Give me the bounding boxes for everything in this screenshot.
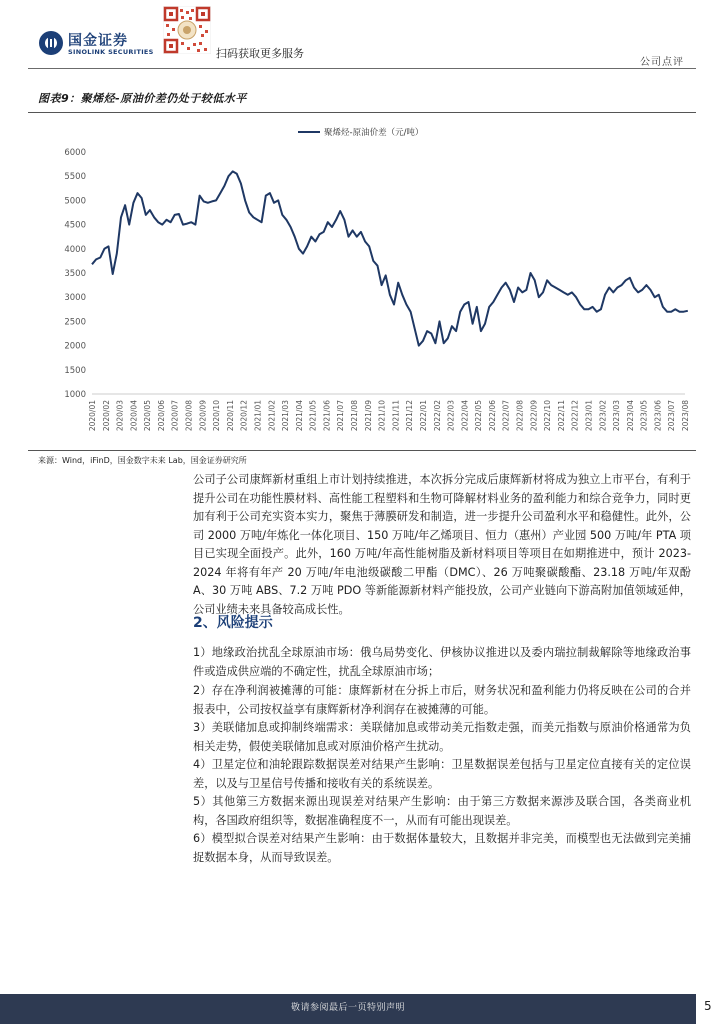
y-tick-label: 1500 xyxy=(64,365,86,376)
page-number: 5 xyxy=(704,999,712,1013)
x-tick-label: 2022/03 xyxy=(446,400,456,432)
y-tick-label: 2000 xyxy=(64,341,86,352)
x-axis xyxy=(88,394,690,431)
x-tick-label: 2022/12 xyxy=(570,400,580,432)
x-tick-label: 2022/07 xyxy=(501,400,511,432)
footer-disclaimer-link[interactable]: 敬请参阅最后一页特别声明 xyxy=(290,1003,405,1013)
x-tick-label: 2020/08 xyxy=(184,400,194,432)
x-tick-label: 2023/01 xyxy=(584,400,594,432)
logo-chinese-name: 国金证券 xyxy=(68,33,128,49)
figure-bottom-rule xyxy=(28,450,696,451)
x-tick-label: 2022/09 xyxy=(529,400,539,432)
series-line xyxy=(92,171,688,345)
risk-item-5: 5）其他第三方数据来源出现误差对结果产生影响：由于第三方数据来源涉及联合国，各类商业机构，各国政府组织等，数据准确程度不一，从而有可能出现误差。 xyxy=(193,795,691,827)
logo-english-name: SINOLINK SECURITIES xyxy=(68,48,154,56)
x-tick-label: 2023/08 xyxy=(681,400,690,432)
header-divider xyxy=(28,68,696,69)
x-tick-label: 2022/04 xyxy=(460,400,470,432)
figure-title: 图表9：聚烯烃-原油价差仍处于较低水平 xyxy=(38,92,247,105)
y-tick-label: 1000 xyxy=(64,390,86,400)
x-tick-label: 2023/06 xyxy=(653,400,663,432)
x-tick-label: 2020/11 xyxy=(225,400,235,432)
y-tick-label: 6000 xyxy=(64,148,86,158)
series-group xyxy=(92,171,688,345)
x-tick-label: 2022/06 xyxy=(487,400,497,432)
y-tick-label: 4500 xyxy=(64,220,86,231)
x-tick-label: 2021/02 xyxy=(267,400,277,432)
x-tick-label: 2021/04 xyxy=(294,400,304,432)
x-tick-label: 2021/12 xyxy=(405,400,415,432)
x-tick-label: 2023/02 xyxy=(598,400,608,432)
x-tick-label: 2020/03 xyxy=(115,400,125,432)
x-tick-label: 2020/04 xyxy=(129,400,139,432)
risk-item-4: 4）卫星定位和油轮跟踪数据误差对结果产生影响：卫星数据误差包括与卫星定位直接有关的定位误差，以及与卫星信号传播和接收有关的系统误差。 xyxy=(193,758,691,790)
x-tick-label: 2020/01 xyxy=(88,400,97,432)
x-tick-label: 2021/08 xyxy=(350,400,360,432)
x-tick-label: 2020/07 xyxy=(170,400,180,432)
x-tick-label: 2020/06 xyxy=(156,400,166,432)
chart-legend xyxy=(298,127,423,138)
y-tick-label: 3500 xyxy=(64,269,86,279)
x-tick-label: 2023/05 xyxy=(639,400,649,432)
qr-code-icon[interactable] xyxy=(163,6,211,54)
risk-section-title: 2、风险提示 xyxy=(193,615,273,631)
x-tick-label: 2023/04 xyxy=(625,400,635,432)
x-tick-label: 2021/07 xyxy=(336,400,346,432)
y-axis xyxy=(64,148,86,400)
x-tick-label: 2021/05 xyxy=(308,400,318,432)
figure-top-rule xyxy=(28,112,696,113)
y-tick-label: 4000 xyxy=(64,244,86,255)
x-tick-label: 2022/01 xyxy=(418,400,428,432)
x-tick-label: 2023/07 xyxy=(667,400,677,432)
y-tick-label: 2500 xyxy=(64,317,86,328)
x-tick-label: 2021/09 xyxy=(363,400,373,432)
x-tick-label: 2020/02 xyxy=(101,400,111,432)
x-tick-label: 2022/11 xyxy=(556,400,566,432)
risk-item-6: 6）模型拟合误差对结果产生影响：由于数据体量较大，且数据并非完美，而模型也无法做到完美捕捉数据本身，从而导致误差。 xyxy=(193,832,691,864)
legend-label: 聚烯烃-原油价差（元/吨） xyxy=(324,128,424,138)
risk-item-1: 1）地缘政治扰乱全球原油市场：俄乌局势变化、伊核协议推进以及委内瑞拉制裁解除等地缘政治事件或造成供应端的不确定性，扰乱全球原油市场； xyxy=(193,646,691,678)
scan-qr-caption: 扫码获取更多服务 xyxy=(216,47,304,60)
x-tick-label: 2021/06 xyxy=(322,400,332,432)
x-tick-label: 2022/02 xyxy=(432,400,442,432)
x-tick-label: 2020/09 xyxy=(198,400,208,432)
x-tick-label: 2020/05 xyxy=(143,400,153,432)
sinolink-logo-icon xyxy=(38,30,64,56)
spread-line-chart xyxy=(30,116,696,450)
document-type: 公司点评 xyxy=(640,57,684,68)
body-paragraph: 公司子公司康辉新材重组上市计划持续推进，本次拆分完成后康辉新材将成为独立上市平台，有利于提升公司在功能性膜材料、高性能工程塑料和生物可降解材料业务的盈利能力和综合竞争力，同时更加有利于公司充实资本实力，聚焦于薄膜研发和制造，进一步提升公司盈利水平和稳健性。此外，公司 2000 万吨/年炼化一体化项目、150 万吨/年乙烯项目、恒力（惠州）产业园 500 万吨/年 PTA 项目已实现全面投产。此外，160 万吨/年高性能树脂及新材料项目等项目在如期推进中，预计 2023-2024 年将有年产 20 万吨/年电池级碳酸二甲酯（DMC）、26 万吨聚碳酸酯、23.18 万吨/年双酚 A、30 万吨 ABS、7.2 万吨 PDO 等新能源新材料产能投放，公司产业链向下游高附加值领域延伸，公司业绩未来具备较高成长性。 xyxy=(193,473,691,616)
x-tick-label: 2023/03 xyxy=(612,400,622,432)
figure-source: 来源：Wind，iFinD，国金数字未来 Lab，国金证券研究所 xyxy=(38,456,247,465)
risk-item-2: 2）存在净利润被摊薄的可能：康辉新材在分拆上市后，财务状况和盈利能力仍将反映在公司的合并报表中，公司按权益享有康辉新材净利润存在被摊薄的可能。 xyxy=(193,684,691,716)
risk-item-3: 3）美联储加息或抑制终端需求：美联储加息或带动美元指数走强，而美元指数与原油价格通常为负相关走势，假使美联储加息或对原油价格产生扰动。 xyxy=(193,721,691,753)
x-tick-label: 2020/10 xyxy=(212,400,222,432)
x-tick-label: 2021/01 xyxy=(253,400,263,432)
x-tick-label: 2022/08 xyxy=(515,399,525,432)
y-tick-label: 5500 xyxy=(64,172,86,183)
y-tick-label: 3000 xyxy=(64,293,86,304)
x-tick-label: 2022/05 xyxy=(474,400,484,432)
x-tick-label: 2021/03 xyxy=(281,400,291,432)
x-tick-label: 2021/10 xyxy=(377,400,387,432)
x-tick-label: 2020/12 xyxy=(239,400,249,432)
x-tick-label: 2022/10 xyxy=(543,400,553,432)
x-tick-label: 2021/11 xyxy=(391,400,401,432)
y-tick-label: 5000 xyxy=(64,196,86,207)
